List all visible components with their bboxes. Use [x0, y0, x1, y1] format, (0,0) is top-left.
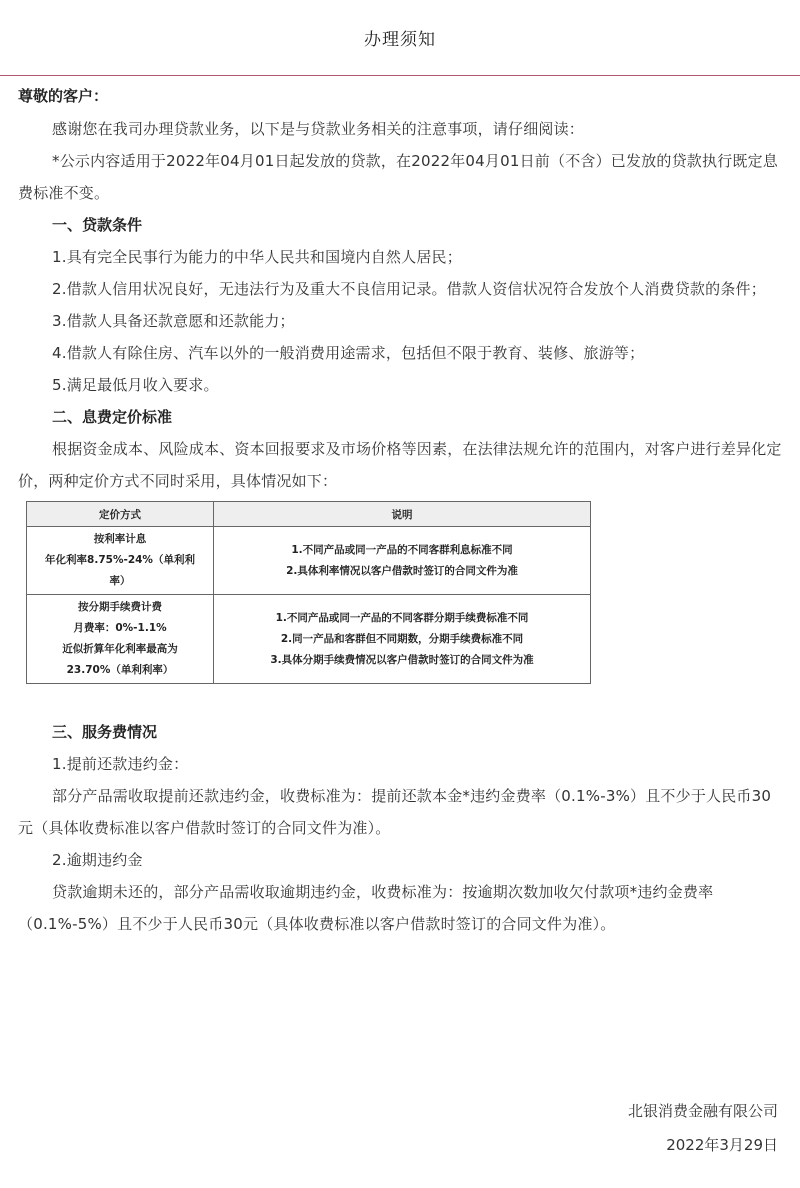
pricing-table [26, 501, 591, 684]
table-header-notes: 说明 [214, 502, 591, 527]
method-line: 近似折算年化利率最高为 [62, 643, 178, 655]
section-heading-pricing: 二、息费定价标准 [52, 408, 173, 426]
table-row [27, 527, 591, 595]
service-fee-item: 部分产品需收取提前还款违约金，收费标准为：提前还款本金*违约金费率（0.1%-3%）且不少于人民币30元（具体收费标准以客户借款时签订的合同文件为准）。 [18, 787, 772, 837]
service-fee-item: 贷款逾期未还的，部分产品需收取逾期违约金，收费标准为：按逾期次数加收欠付款项*违约金费率（0.1%-5%）且不少于人民币30元（具体收费标准以客户借款时签订的合同文件为准）。 [18, 883, 714, 933]
greeting: 尊敬的客户： [18, 87, 109, 105]
service-fee-item: 1.提前还款违约金： [52, 755, 189, 773]
notice-content [0, 85, 800, 940]
note-line: 1.不同产品或同一产品的不同客群利息标准不同 [291, 543, 513, 556]
condition-item: 4.借款人有除住房、汽车以外的一般消费用途需求，包括但不限于教育、装修、旅游等； [52, 344, 645, 362]
note-line: 2.同一产品和客群但不同期数，分期手续费标准不同 [280, 632, 524, 645]
condition-item: 3.借款人具备还款意愿和还款能力； [52, 312, 295, 330]
effective-date-note: *公示内容适用于2022年04月01日起发放的贷款，在2022年04月01日前（不含）已发放的贷款执行既定息费标准不变。 [18, 152, 778, 202]
signature-block [628, 1094, 778, 1162]
intro-paragraph: 感谢您在我司办理贷款业务，以下是与贷款业务相关的注意事项，请仔细阅读： [52, 120, 585, 138]
page-title: 办理须知 [364, 30, 436, 50]
method-line: 23.70%（单利利率） [66, 664, 174, 676]
method-line: 年化利率8.75%-24%（单利利 [45, 554, 195, 566]
table-header-method: 定价方式 [27, 502, 214, 527]
notice-date: 2022年3月29日 [666, 1136, 778, 1154]
condition-item: 5.满足最低月收入要求。 [52, 376, 219, 394]
condition-item: 2.借款人信用状况良好，无违法行为及重大不良信用记录。借款人资信状况符合发放个人消费贷款的条件； [52, 280, 766, 298]
condition-item: 1.具有完全民事行为能力的中华人民共和国境内自然人居民； [52, 248, 462, 266]
pricing-intro: 根据资金成本、风险成本、资本回报要求及市场价格等因素，在法律法规允许的范围内，对客户进行差异化定价，两种定价方式不同时采用，具体情况如下： [18, 440, 782, 490]
page-header [0, 0, 800, 76]
section-heading-loan-conditions: 一、贷款条件 [52, 216, 143, 234]
table-row [27, 595, 591, 684]
method-line: 按利率计息 [93, 533, 147, 545]
note-line: 1.不同产品或同一产品的不同客群分期手续费标准不同 [275, 611, 529, 624]
pricing-method-cell [27, 595, 214, 684]
note-line: 2.具体利率情况以客户借款时签订的合同文件为准 [286, 564, 518, 577]
method-line: 率） [109, 575, 131, 587]
pricing-method-cell [27, 527, 214, 595]
table-header-row [27, 502, 591, 527]
section-heading-service-fees: 三、服务费情况 [52, 723, 158, 741]
note-line: 3.具体分期手续费情况以客户借款时签订的合同文件为准 [270, 653, 534, 666]
pricing-notes-cell [214, 595, 591, 684]
company-name: 北银消费金融有限公司 [627, 1102, 778, 1120]
pricing-notes-cell [214, 527, 591, 595]
method-line: 按分期手续费计费 [78, 601, 162, 613]
service-fee-item: 2.逾期违约金 [52, 851, 143, 869]
method-line: 月费率：0%-1.1% [73, 622, 167, 634]
